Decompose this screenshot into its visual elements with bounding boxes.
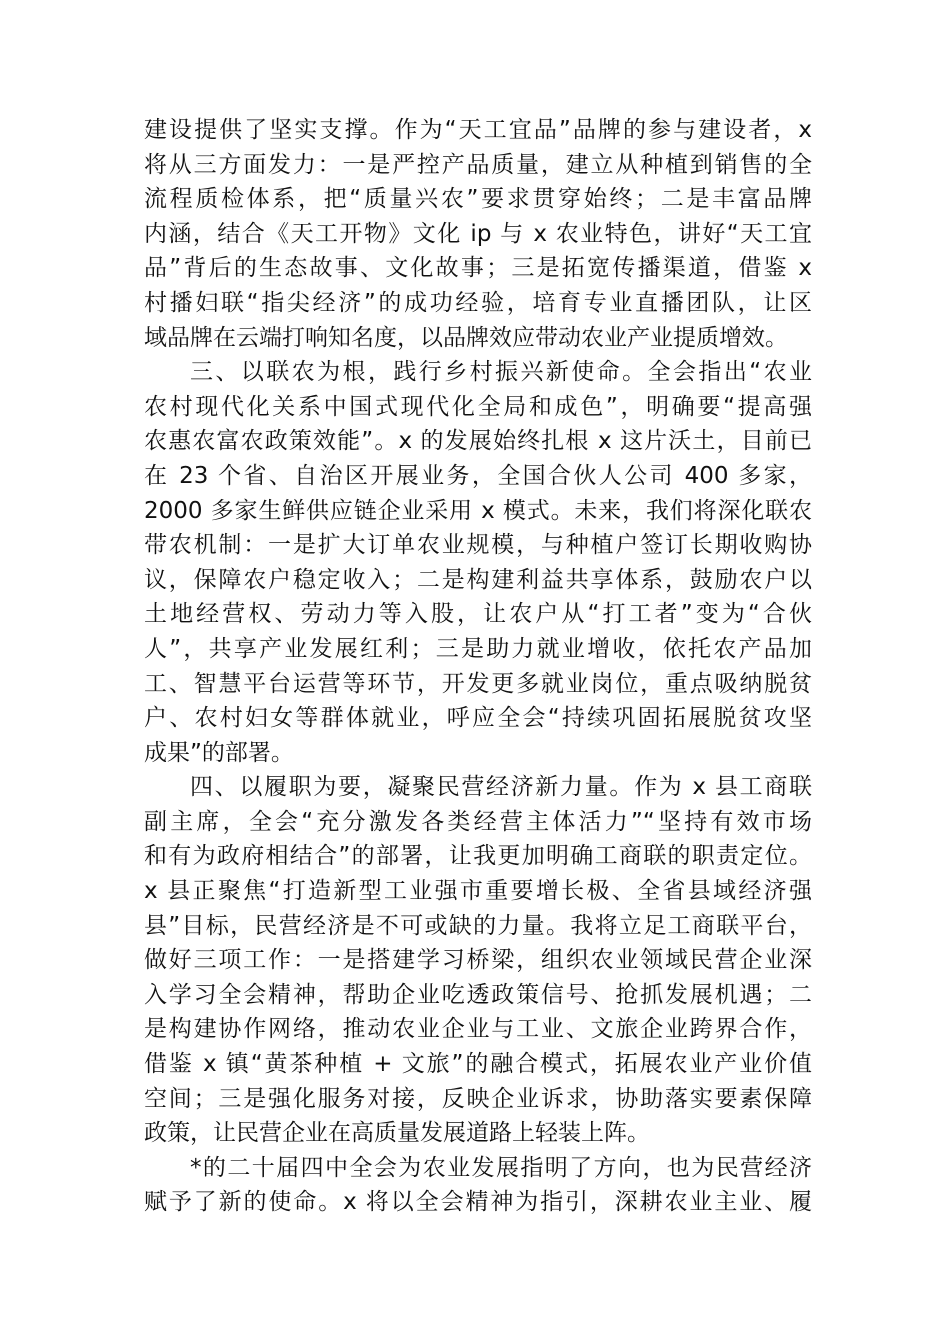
- text-line: 是构建协作网络，推动农业企业与工业、文旅企业跨界合作，: [144, 1016, 812, 1043]
- text-line: x 县正聚焦“打造新型工业强市重要增长极、全省县域经济强: [144, 878, 812, 905]
- text-line: 做好三项工作：一是搭建学习桥梁，组织农业领域民营企业深: [144, 947, 812, 974]
- text-line: 村播妇联“指尖经济”的成功经验，培育专业直播团队，让区: [144, 289, 812, 316]
- text-line: 流程质检体系，把“质量兴农”要求贯穿始终；二是丰富品牌: [144, 186, 812, 213]
- text-line: 四、以履职为要，凝聚民营经济新力量。作为 x 县工商联: [190, 774, 812, 801]
- text-line: 土地经营权、劳动力等入股，让农户从“打工者”变为“合伙: [144, 601, 812, 628]
- text-line: 品”背后的生态故事、文化故事；三是拓宽传播渠道，借鉴 x: [144, 255, 812, 282]
- text-line: 政策，让民营企业在高质量发展道路上轻装上阵。: [144, 1120, 650, 1147]
- text-line: 农村现代化关系中国式现代化全局和成色”，明确要“提高强: [144, 393, 812, 420]
- text-line: 域品牌在云端打响知名度，以品牌效应带动农业产业提质增效。: [144, 324, 788, 351]
- text-line: 成果”的部署。: [144, 739, 294, 766]
- text-line: 入学习全会精神，帮助企业吃透政策信号、抢抓发展机遇；二: [144, 981, 812, 1008]
- text-line: 副主席，全会“充分激发各类经营主体活力”“坚持有效市场: [144, 808, 812, 835]
- text-line: 三、以联农为根，践行乡村振兴新使命。全会指出“农业: [190, 359, 812, 386]
- text-line: 议，保障农户稳定收入；二是构建利益共享体系，鼓励农户以: [144, 566, 812, 593]
- text-line: 2000 多家生鲜供应链企业采用 x 模式。未来，我们将深化联农: [144, 497, 812, 524]
- text-line: 空间；三是强化服务对接，反映企业诉求，协助落实要素保障: [144, 1085, 812, 1112]
- text-line: 人”，共享产业发展红利；三是助力就业增收，依托农产品加: [144, 635, 812, 662]
- text-line: 内涵，结合《天工开物》文化 ip 与 x 农业特色，讲好“天工宜: [144, 220, 812, 247]
- text-line: 和有为政府相结合”的部署，让我更加明确工商联的职责定位。: [144, 843, 812, 870]
- text-line: 带农机制：一是扩大订单农业规模，与种植户签订长期收购协: [144, 532, 812, 559]
- text-line: 将从三方面发力：一是严控产品质量，建立从种植到销售的全: [144, 151, 812, 178]
- text-line: 农惠农富农政策效能”。x 的发展始终扎根 x 这片沃土，目前已: [144, 428, 812, 455]
- text-line: 在 23 个省、自治区开展业务，全国合伙人公司 400 多家，: [144, 462, 812, 489]
- text-line: 建设提供了坚实支撑。作为“天工宜品”品牌的参与建设者，x: [144, 117, 812, 143]
- text-line: 工、智慧平台运营等环节，开发更多就业岗位，重点吸纳脱贫: [144, 670, 812, 697]
- text-line: *的二十届四中全会为农业发展指明了方向，也为民营经济: [190, 1154, 812, 1181]
- text-line: 户、农村妇女等群体就业，呼应全会“持续巩固拓展脱贫攻坚: [144, 705, 812, 732]
- text-line: 县”目标，民营经济是不可或缺的力量。我将立足工商联平台，: [144, 912, 812, 939]
- text-line: 赋予了新的使命。x 将以全会精神为指引，深耕农业主业、履: [144, 1189, 812, 1216]
- body-text: [144, 113, 812, 1220]
- text-line: 借鉴 x 镇“黄茶种植 + 文旅”的融合模式，拓展农业产业价值: [144, 1051, 812, 1078]
